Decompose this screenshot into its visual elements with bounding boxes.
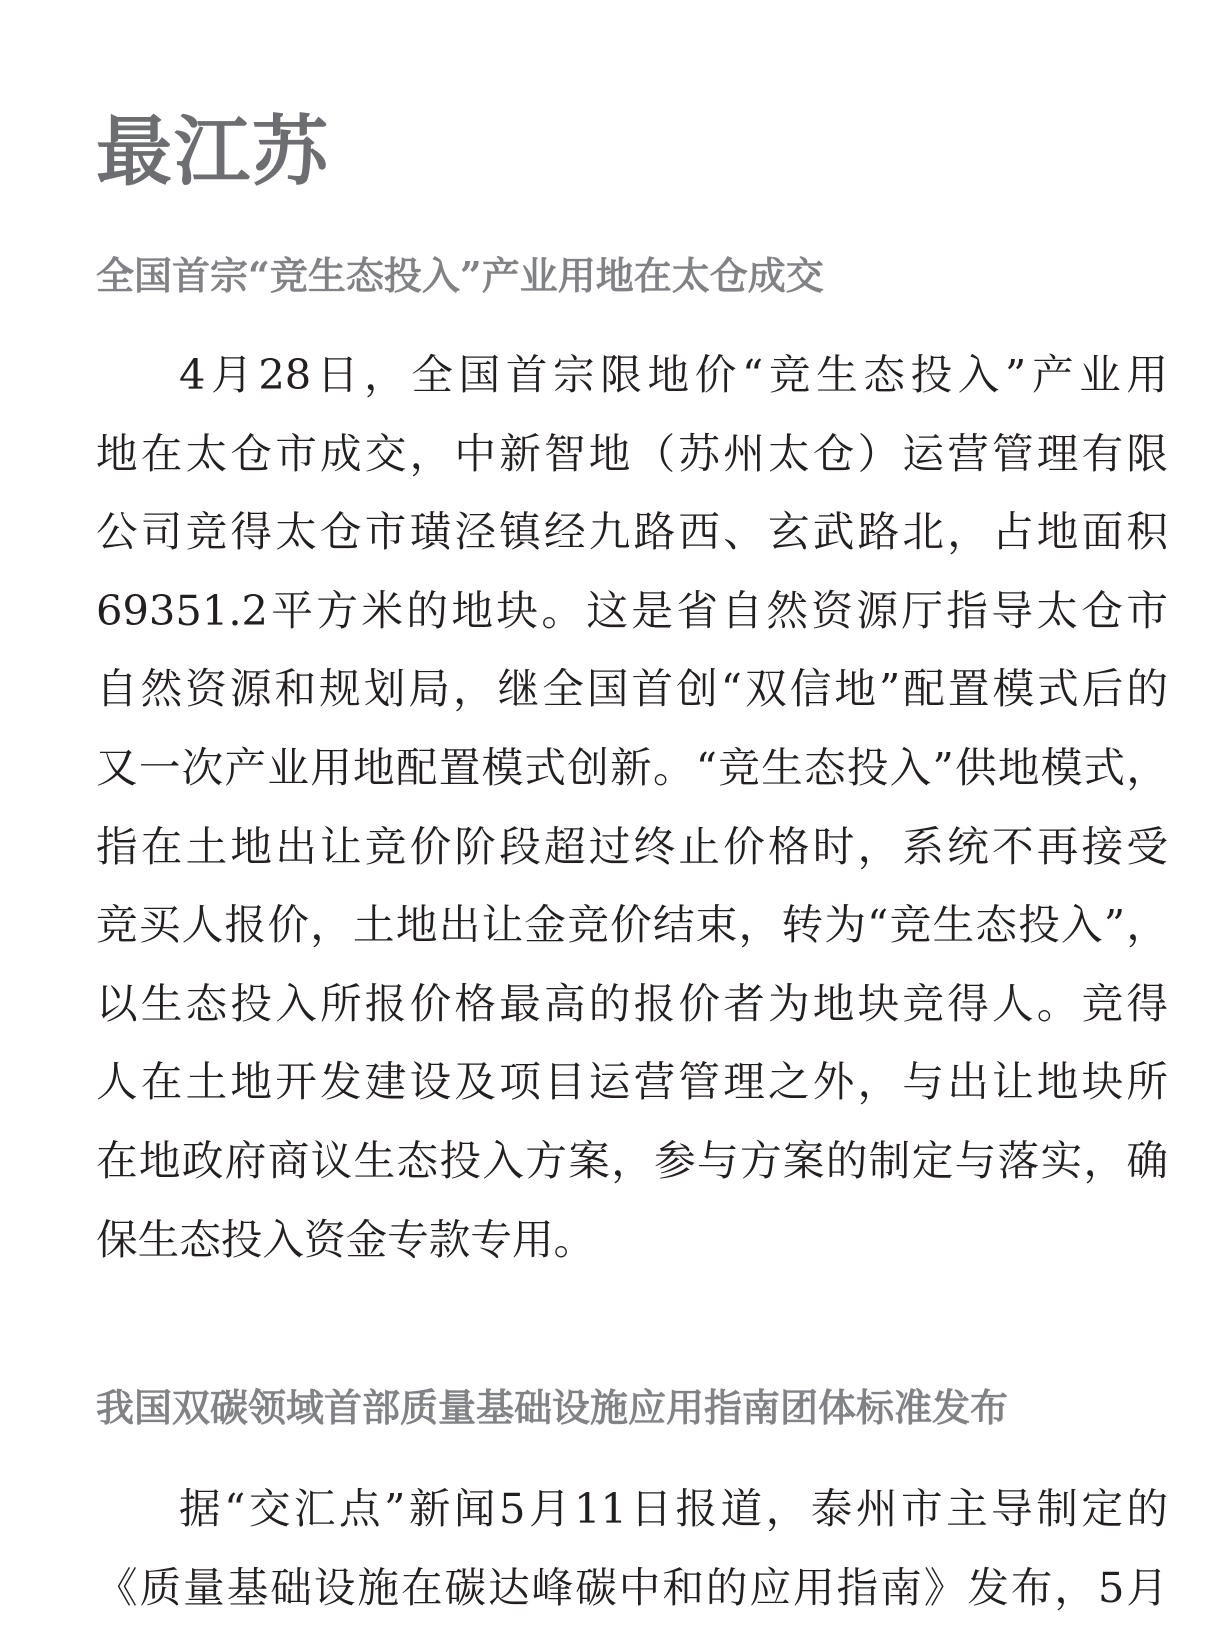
article-headline: 我国双碳领域首部质量基础设施应用指南团体标准发布 (96, 1385, 1009, 1430)
body-line: 人在土地开发建设及项目运营管理之外，与出让地块所 (96, 1057, 1168, 1107)
body-line: 公司竞得太仓市璜泾镇经九路西、玄武路北，占地面积 (96, 507, 1168, 557)
article-body (96, 336, 1168, 1279)
body-line: 保生态投入资金专款专用。 (96, 1214, 596, 1264)
body-line: 地在太仓市成交，中新智地（苏州太仓）运营管理有限 (96, 428, 1168, 478)
body-line: 以生态投入所报价格最高的报价者为地块竞得人。竞得 (96, 978, 1168, 1028)
body-line: 自然资源和规划局，继全国首创“双信地”配置模式后的 (96, 664, 1168, 714)
body-line: 据“交汇点”新闻5月11日报道，泰州市主导制定的 (179, 1484, 1168, 1533)
body-line: 4月28日，全国首宗限地价“竞生态投入”产业用 (179, 350, 1168, 399)
body-line: 《质量基础设施在碳达峰碳中和的应用指南》发布，5月 (96, 1562, 1168, 1612)
body-line: 指在土地出让竞价阶段超过终止价格时，系统不再接受 (96, 821, 1168, 871)
body-line: 在地政府商议生态投入方案，参与方案的制定与落实，确 (96, 1135, 1168, 1185)
article-body (96, 1470, 1168, 1627)
body-line: 69351.2平方米的地块。这是省自然资源厅指导太仓市 (96, 585, 1168, 635)
body-line: 竞买人报价，土地出让金竞价结束，转为“竞生态投入”， (96, 900, 1168, 950)
article-headline: 全国首宗“竞生态投入”产业用地在太仓成交 (96, 253, 824, 298)
body-line: 又一次产业用地配置模式创新。“竞生态投入”供地模式， (96, 742, 1168, 792)
section-title: 最江苏 (96, 107, 330, 196)
